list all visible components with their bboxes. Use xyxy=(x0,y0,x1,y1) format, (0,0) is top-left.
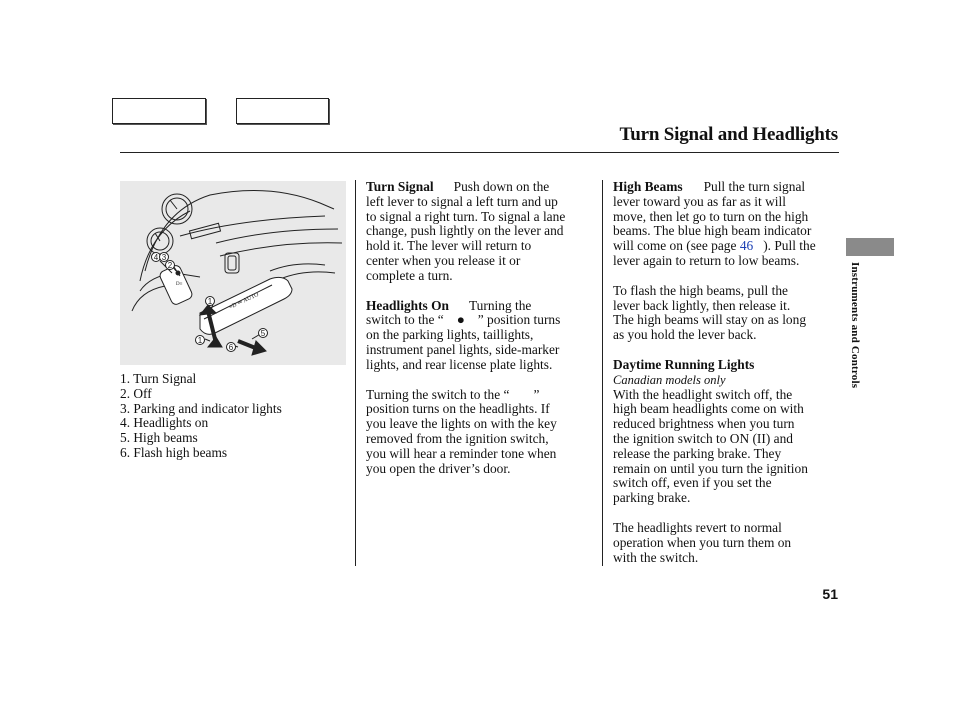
next-page-button[interactable] xyxy=(236,98,329,124)
revert-text: operation when you turn them on xyxy=(613,534,792,550)
headlights-text: switch to the “ xyxy=(366,312,444,328)
column-divider xyxy=(355,180,356,566)
drl-text: switch off, even if you set the xyxy=(613,475,772,491)
page-number: 51 xyxy=(822,586,838,602)
legend-item: 6. Flash high beams xyxy=(120,444,228,460)
legend-item: 4. Headlights on xyxy=(120,415,209,431)
revert-text: The headlights revert to normal xyxy=(613,519,782,535)
turn-signal-text: to signal a right turn. To signal a lane xyxy=(366,208,566,224)
legend-item: 3. Parking and indicator lights xyxy=(120,400,282,416)
flash-text: lever back lightly, then release it. xyxy=(613,297,791,313)
turning-text: you leave the lights on with the key xyxy=(366,416,557,432)
turn-signal-text: left lever to signal a left turn and up xyxy=(366,193,558,209)
drl-text: remain on until you turn the ignition xyxy=(613,460,808,476)
callout-3: 3 xyxy=(161,253,167,262)
page-46-link[interactable]: 46 xyxy=(739,238,754,254)
figure-legend xyxy=(120,372,282,461)
flash-text: The high beams will stay on as long xyxy=(613,312,807,328)
turn-signal-text: change, push lightly on the lever and xyxy=(366,223,564,239)
lever-drawing xyxy=(120,181,346,365)
previous-page-button[interactable] xyxy=(112,98,206,124)
section-tab[interactable] xyxy=(846,238,894,256)
title-rule xyxy=(120,152,839,153)
column-turn-signal-headlights xyxy=(366,180,596,476)
flash-text: as you hold the lever back. xyxy=(613,327,757,343)
legend-item: 1. Turn Signal xyxy=(120,371,197,386)
turn-signal-text: complete a turn. xyxy=(366,267,453,283)
headlights-text: ” position turns xyxy=(477,312,561,328)
high-beams-text: Pull the turn signal xyxy=(703,179,806,194)
turn-signal-heading: Turn Signal xyxy=(366,179,434,194)
headlights-text: lights, and rear license plate lights. xyxy=(366,356,553,372)
drl-subheading: Canadian models only xyxy=(613,372,726,387)
column-high-beams-drl xyxy=(613,180,841,565)
drl-text: parking brake. xyxy=(613,490,691,506)
drl-text: release the parking brake. They xyxy=(613,445,782,461)
section-label xyxy=(849,262,863,407)
headlights-text: on the parking lights, taillights, xyxy=(366,327,534,343)
flash-text: To flash the high beams, pull the xyxy=(613,282,788,298)
turning-text: you will hear a reminder tone when xyxy=(366,445,557,461)
svg-text:D≡: D≡ xyxy=(176,282,183,287)
callout-5: 5 xyxy=(260,329,266,338)
revert-text: with the switch. xyxy=(613,549,699,565)
drl-text: reduced brightness when you turn xyxy=(613,416,795,432)
callout-1-upper: 1 xyxy=(207,297,213,306)
turning-text: removed from the ignition switch, xyxy=(366,430,549,446)
turn-signal-text: hold it. The lever will return to xyxy=(366,238,532,254)
callout-2: 2 xyxy=(167,261,173,270)
high-beams-heading: High Beams xyxy=(613,179,683,194)
callout-1-lower: 1 xyxy=(197,336,203,345)
turning-text: position turns on the headlights. If xyxy=(366,401,550,417)
svg-text:≡D ⇐ AUTO: ≡D ⇐ AUTO xyxy=(228,291,260,311)
turn-signal-text: center when you release it or xyxy=(366,252,521,268)
callout-6: 6 xyxy=(228,343,234,352)
legend-item: 2. Off xyxy=(120,385,152,401)
drl-text: the ignition switch to ON (II) and xyxy=(613,430,793,446)
high-beams-text: lever again to return to low beams. xyxy=(613,252,800,268)
turning-text: you open the driver’s door. xyxy=(366,460,511,476)
high-beams-text: lever toward you as far as it will xyxy=(613,193,786,209)
high-beams-text: beams. The blue high beam indicator xyxy=(613,223,812,239)
column-divider xyxy=(602,180,603,566)
turning-text: ” xyxy=(533,386,540,402)
headlights-text: instrument panel lights, side-marker xyxy=(366,341,560,357)
headlight-lever-illustration xyxy=(120,181,346,365)
callout-4: 4 xyxy=(153,253,159,262)
section-label-text: Instruments and Controls xyxy=(849,262,861,389)
high-beams-text: move, then let go to turn on the high xyxy=(613,208,809,224)
drl-text: With the headlight switch off, the xyxy=(613,386,793,402)
high-beams-text: will come on (see page xyxy=(613,238,737,254)
legend-item: 5. High beams xyxy=(120,430,198,446)
parking-light-symbol-icon: ● xyxy=(456,312,465,328)
drl-heading: Daytime Running Lights xyxy=(613,356,755,372)
turn-signal-text: Push down on the xyxy=(453,179,550,194)
headlights-on-heading: Headlights On xyxy=(366,297,449,313)
turning-text: Turning the switch to the “ xyxy=(366,386,510,402)
page-title: Turn Signal and Headlights xyxy=(619,124,838,145)
headlights-text: Turning the xyxy=(468,297,532,313)
high-beams-text: ). Pull the xyxy=(763,238,816,254)
drl-text: high beam headlights come on with xyxy=(613,401,804,417)
